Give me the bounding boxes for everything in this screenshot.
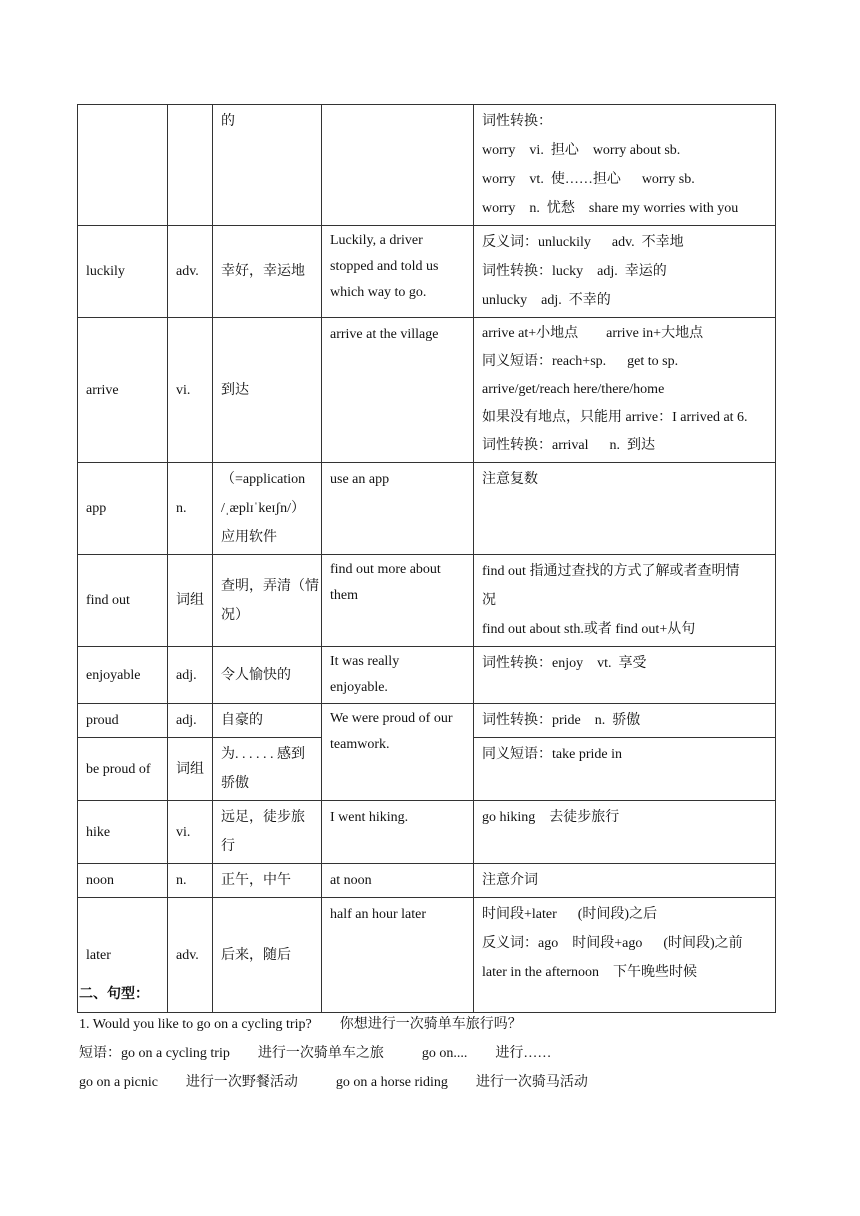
table-row bbox=[78, 898, 776, 1013]
example-cell: It was really enjoyable. bbox=[322, 647, 474, 704]
pos-cell: adv. bbox=[168, 898, 213, 1013]
phrase-chinese: 进行一次骑马活动 bbox=[475, 1075, 588, 1090]
example-cell bbox=[322, 105, 474, 226]
meaning-cell: 令人愉快的 bbox=[213, 647, 322, 704]
phrase-chinese: 进行…… bbox=[495, 1046, 552, 1061]
notes-cell: arrive at+小地点 arrive in+大地点 同义短语：reach+sp. get to sp. arrive/get/reach here/there/home 如果没有地点，只能用 arrive：I arrived at 6. 词性转换：arrival n. 到达 bbox=[474, 318, 776, 463]
meaning-cell: 后来，随后 bbox=[213, 898, 322, 1013]
table-row bbox=[78, 704, 776, 738]
example-cell: find out more about them bbox=[322, 555, 474, 647]
table-row bbox=[78, 318, 776, 463]
word-cell: noon bbox=[78, 864, 168, 898]
phrase-english: 短语：go on a cycling trip bbox=[79, 1046, 230, 1061]
example-cell: half an hour later bbox=[322, 898, 474, 1013]
word-cell bbox=[78, 105, 168, 226]
word-cell: enjoyable bbox=[78, 647, 168, 704]
pos-cell bbox=[168, 105, 213, 226]
notes-cell: 同义短语：take pride in bbox=[474, 738, 776, 801]
word-cell: find out bbox=[78, 555, 168, 647]
pos-cell: adj. bbox=[168, 647, 213, 704]
meaning-cell: 为. . . . . . 感到 骄傲 bbox=[213, 738, 322, 801]
meaning-cell: （=application /ˌæplɪˈkeɪʃn/） 应用软件 bbox=[213, 463, 322, 555]
example-cell: arrive at the village bbox=[322, 318, 474, 463]
notes-cell: 注意介词 bbox=[474, 864, 776, 898]
vocabulary-table bbox=[77, 104, 776, 1013]
meaning-cell: 幸好，幸运地 bbox=[213, 226, 322, 318]
notes-cell: go hiking 去徒步旅行 bbox=[474, 801, 776, 864]
notes-cell: 词性转换：enjoy vt. 享受 bbox=[474, 647, 776, 704]
phrase-line bbox=[79, 1073, 588, 1093]
word-cell: be proud of bbox=[78, 738, 168, 801]
word-cell: proud bbox=[78, 704, 168, 738]
meaning-cell: 正午，中午 bbox=[213, 864, 322, 898]
section-heading: 二、句型： bbox=[79, 987, 149, 1002]
example-cell: We were proud of our teamwork. bbox=[322, 704, 474, 801]
meaning-cell: 自豪的 bbox=[213, 704, 322, 738]
table-row bbox=[78, 801, 776, 864]
meaning-cell: 远足，徒步旅 行 bbox=[213, 801, 322, 864]
word-cell: luckily bbox=[78, 226, 168, 318]
table-row bbox=[78, 555, 776, 647]
pos-cell: 词组 bbox=[168, 555, 213, 647]
phrase-line bbox=[79, 1044, 551, 1064]
word-cell: app bbox=[78, 463, 168, 555]
pos-cell: vi. bbox=[168, 318, 213, 463]
sentence-line bbox=[79, 1015, 522, 1035]
word-cell: later bbox=[78, 898, 168, 1013]
pos-cell: vi. bbox=[168, 801, 213, 864]
pos-cell: adj. bbox=[168, 704, 213, 738]
notes-cell: 注意复数 bbox=[474, 463, 776, 555]
sentence-chinese: 你想进行一次骑单车旅行吗？ bbox=[339, 1017, 522, 1032]
pos-cell: 词组 bbox=[168, 738, 213, 801]
pos-cell: adv. bbox=[168, 226, 213, 318]
notes-cell: 时间段+later (时间段)之后 反义词：ago 时间段+ago (时间段)之前 later in the afternoon 下午晚些时候 bbox=[474, 898, 776, 1013]
pos-cell: n. bbox=[168, 463, 213, 555]
notes-cell: 反义词：unluckily adv. 不幸地 词性转换：lucky adj. 幸运的 unlucky adj. 不幸的 bbox=[474, 226, 776, 318]
example-cell: at noon bbox=[322, 864, 474, 898]
pos-cell: n. bbox=[168, 864, 213, 898]
table-row bbox=[78, 105, 776, 226]
notes-cell: 词性转换： worry vi. 担心 worry about sb. worry vt. 使……担心 worry sb. worry n. 忧愁 share my worries with you bbox=[474, 105, 776, 226]
example-cell: use an app bbox=[322, 463, 474, 555]
word-cell: hike bbox=[78, 801, 168, 864]
phrase-chinese: 进行一次野餐活动 bbox=[185, 1075, 298, 1090]
notes-cell: find out 指通过查找的方式了解或者查明情 况 find out about sth.或者 find out+从句 bbox=[474, 555, 776, 647]
table-row bbox=[78, 463, 776, 555]
phrase-english: go on a horse riding bbox=[335, 1075, 448, 1090]
meaning-cell: 到达 bbox=[213, 318, 322, 463]
phrase-english: go on.... bbox=[421, 1046, 468, 1061]
meaning-cell: 的 bbox=[213, 105, 322, 226]
table-row bbox=[78, 226, 776, 318]
meaning-cell: 查明，弄清（情 况） bbox=[213, 555, 322, 647]
example-cell: Luckily, a driver stopped and told us which way to go. bbox=[322, 226, 474, 318]
notes-cell: 词性转换：pride n. 骄傲 bbox=[474, 704, 776, 738]
table-row bbox=[78, 647, 776, 704]
word-cell: arrive bbox=[78, 318, 168, 463]
phrase-chinese: 进行一次骑单车之旅 bbox=[257, 1046, 384, 1061]
phrase-english: go on a picnic bbox=[79, 1075, 158, 1090]
sentence-english: 1. Would you like to go on a cycling trip? bbox=[79, 1017, 312, 1032]
table-row bbox=[78, 864, 776, 898]
example-cell: I went hiking. bbox=[322, 801, 474, 864]
